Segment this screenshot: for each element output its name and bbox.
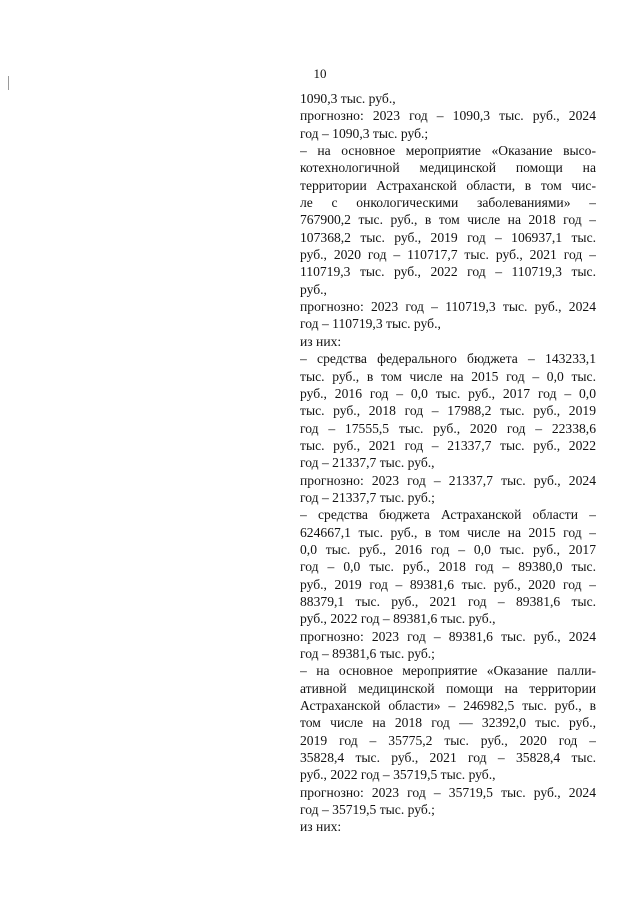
text-line: год – 35719,5 тыс. руб.; (300, 802, 435, 818)
text-line: тыс. руб., в том числе на 2015 год – 0,0 тыс. (300, 368, 596, 384)
text-line: – средства федерального бюджета – 143233,1 (300, 351, 596, 367)
text-line: 1090,3 тыс. руб., (300, 91, 396, 106)
text-line: год – 17555,5 тыс. руб., 2020 год – 22338,6 (300, 420, 596, 436)
text-line: из них: (300, 819, 342, 835)
text-line: территории Астраханской области, в том чис- (300, 177, 596, 193)
text-line: год – 21337,7 тыс. руб.; (300, 489, 435, 505)
text-line: прогнозно: 2023 год – 110719,3 тыс. руб., 2024 (300, 299, 596, 315)
text-line: прогнозно: 2023 год – 1090,3 тыс. руб., 2024 (300, 108, 596, 124)
text-line: тыс. руб., 2018 год – 17988,2 тыс. руб., 2019 (300, 403, 596, 419)
text-line: 2019 год – 35775,2 тыс. руб., 2020 год – (300, 732, 596, 748)
scan-margin-mark (8, 76, 9, 90)
text-line: прогнозно: 2023 год – 89381,6 тыс. руб., 2024 (300, 628, 596, 644)
text-line: руб., 2022 год – 89381,6 тыс. руб., (300, 611, 496, 627)
text-line: год – 89381,6 тыс. руб.; (300, 646, 435, 661)
text-line: – на основное мероприятие «Оказание палли- (300, 663, 596, 679)
text-line: тыс. руб., 2021 год – 21337,7 тыс. руб., 2022 (300, 437, 596, 453)
text-line: – средства бюджета Астраханской области – (300, 507, 596, 523)
page-number: 10 (313, 66, 327, 81)
text-line: 624667,1 тыс. руб., в том числе на 2015 год – (300, 524, 596, 540)
text-line: котехнологичной медицинской помощи на (300, 160, 596, 176)
text-line: 88379,1 тыс. руб., 2021 год – 89381,6 тыс. (300, 593, 596, 609)
text-line: ле с онкологическими заболеваниями» – (300, 195, 596, 211)
text-line: прогнозно: 2023 год – 35719,5 тыс. руб., 2024 (300, 784, 596, 800)
text-line: 107368,2 тыс. руб., 2019 год – 106937,1 тыс. (300, 229, 596, 245)
text-line: ативной медицинской помощи на территории (300, 680, 596, 696)
text-line: 767900,2 тыс. руб., в том числе на 2018 год – (300, 212, 596, 228)
text-line: руб., 2016 год – 0,0 тыс. руб., 2017 год – 0,0 (300, 385, 596, 401)
text-line: – на основное мероприятие «Оказание высо- (300, 143, 596, 159)
text-line: руб., 2020 год – 110717,7 тыс. руб., 2021 год – (300, 247, 596, 263)
text-line: руб., 2022 год – 35719,5 тыс. руб., (300, 767, 496, 783)
text-line: руб., 2019 год – 89381,6 тыс. руб., 2020 год – (300, 576, 596, 592)
text-column (300, 90, 596, 836)
text-line: год – 0,0 тыс. руб., 2018 год – 89380,0 тыс. (300, 559, 596, 575)
text-line: год – 21337,7 тыс. руб., (300, 455, 435, 471)
text-line: 0,0 тыс. руб., 2016 год – 0,0 тыс. руб., 2017 (300, 541, 596, 557)
text-line: 110719,3 тыс. руб., 2022 год – 110719,3 тыс. (300, 264, 596, 280)
text-line: руб., (300, 281, 327, 297)
text-line: год – 1090,3 тыс. руб.; (300, 125, 429, 141)
text-line: год – 110719,3 тыс. руб., (300, 316, 441, 332)
text-line: из них: (300, 333, 342, 349)
text-line: прогнозно: 2023 год – 21337,7 тыс. руб., 2024 (300, 472, 596, 488)
text-line: 35828,4 тыс. руб., 2021 год – 35828,4 тыс. (300, 750, 596, 766)
text-line: Астраханской области» – 246982,5 тыс. руб., в (300, 698, 596, 714)
text-line: том числе на 2018 год — 32392,0 тыс. руб., (300, 715, 596, 731)
